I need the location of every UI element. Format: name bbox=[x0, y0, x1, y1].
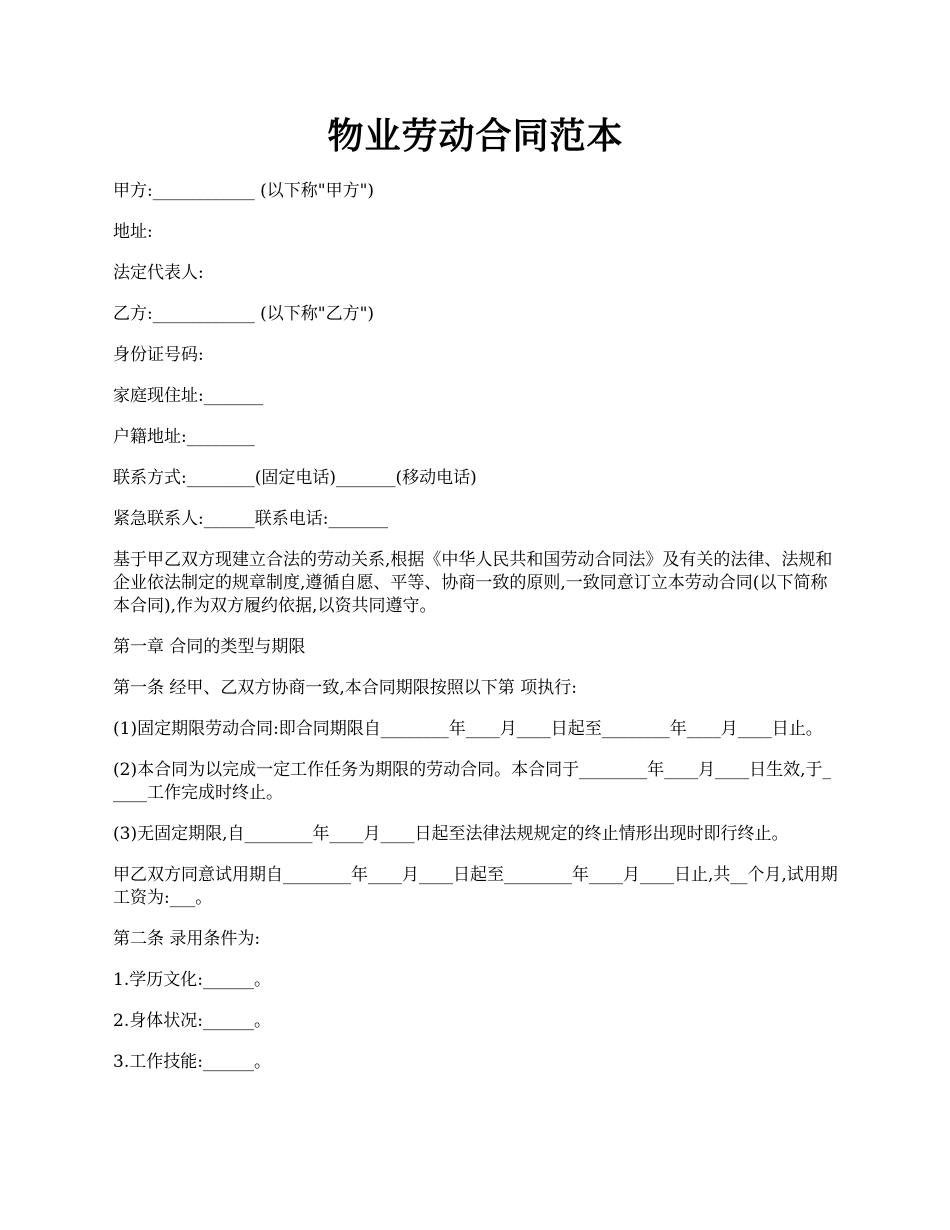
probation-clause: 甲乙双方同意试用期自________年____月____日起至________年____月____日止,共__个月,试用期工资为:___。 bbox=[113, 865, 838, 908]
document-title: 物业劳动合同范本 bbox=[327, 115, 624, 157]
id-number-line: 身份证号码: bbox=[113, 345, 204, 365]
fixed-term-clause: (1)固定期限劳动合同:即合同期限自________年____月____日起至________年____月____日止。 bbox=[113, 719, 823, 739]
health-requirement: 2.身体状况:______。 bbox=[113, 1011, 271, 1031]
education-requirement: 1.学历文化:______。 bbox=[113, 970, 271, 990]
open-ended-term-clause: (3)无固定期限,自________年____月____日起至法律法规规定的终止情形出现时即行终止。 bbox=[113, 824, 789, 844]
legal-representative-line: 法定代表人: bbox=[113, 263, 204, 283]
preamble-paragraph: 基于甲乙双方现建立合法的劳动关系,根据《中华人民共和国劳动合同法》及有关的法律、法规和企业依法制定的规章制度,遵循自愿、平等、协商一致的原则,一致同意订立本劳动合同(以下简称本合同),作为双方履约依据,以资共同遵守。 bbox=[113, 550, 833, 616]
contact-line: 联系方式:________(固定电话)_______(移动电话) bbox=[113, 468, 477, 488]
registered-address-line: 户籍地址:________ bbox=[113, 427, 255, 447]
article-one-paragraph: 第一条 经甲、乙双方协商一致,本合同期限按照以下第 项执行: bbox=[113, 678, 577, 698]
home-address-line: 家庭现住址:_______ bbox=[113, 386, 264, 406]
task-based-term-clause: (2)本合同为以完成一定工作任务为期限的劳动合同。本合同于________年____月____日生效,于_____工作完成时终止。 bbox=[113, 760, 831, 803]
party-b-line: 乙方:____________ (以下称"乙方") bbox=[113, 304, 375, 324]
document-page bbox=[113, 110, 838, 1092]
article-two-heading: 第二条 录用条件为: bbox=[113, 929, 261, 949]
skill-requirement: 3.工作技能:______。 bbox=[113, 1052, 271, 1072]
address-line: 地址: bbox=[113, 222, 153, 242]
party-a-line: 甲方:____________ (以下称"甲方") bbox=[113, 181, 375, 201]
emergency-contact-line: 紧急联系人:______联系电话:_______ bbox=[113, 509, 388, 529]
chapter-one-heading: 第一章 合同的类型与期限 bbox=[113, 637, 306, 657]
